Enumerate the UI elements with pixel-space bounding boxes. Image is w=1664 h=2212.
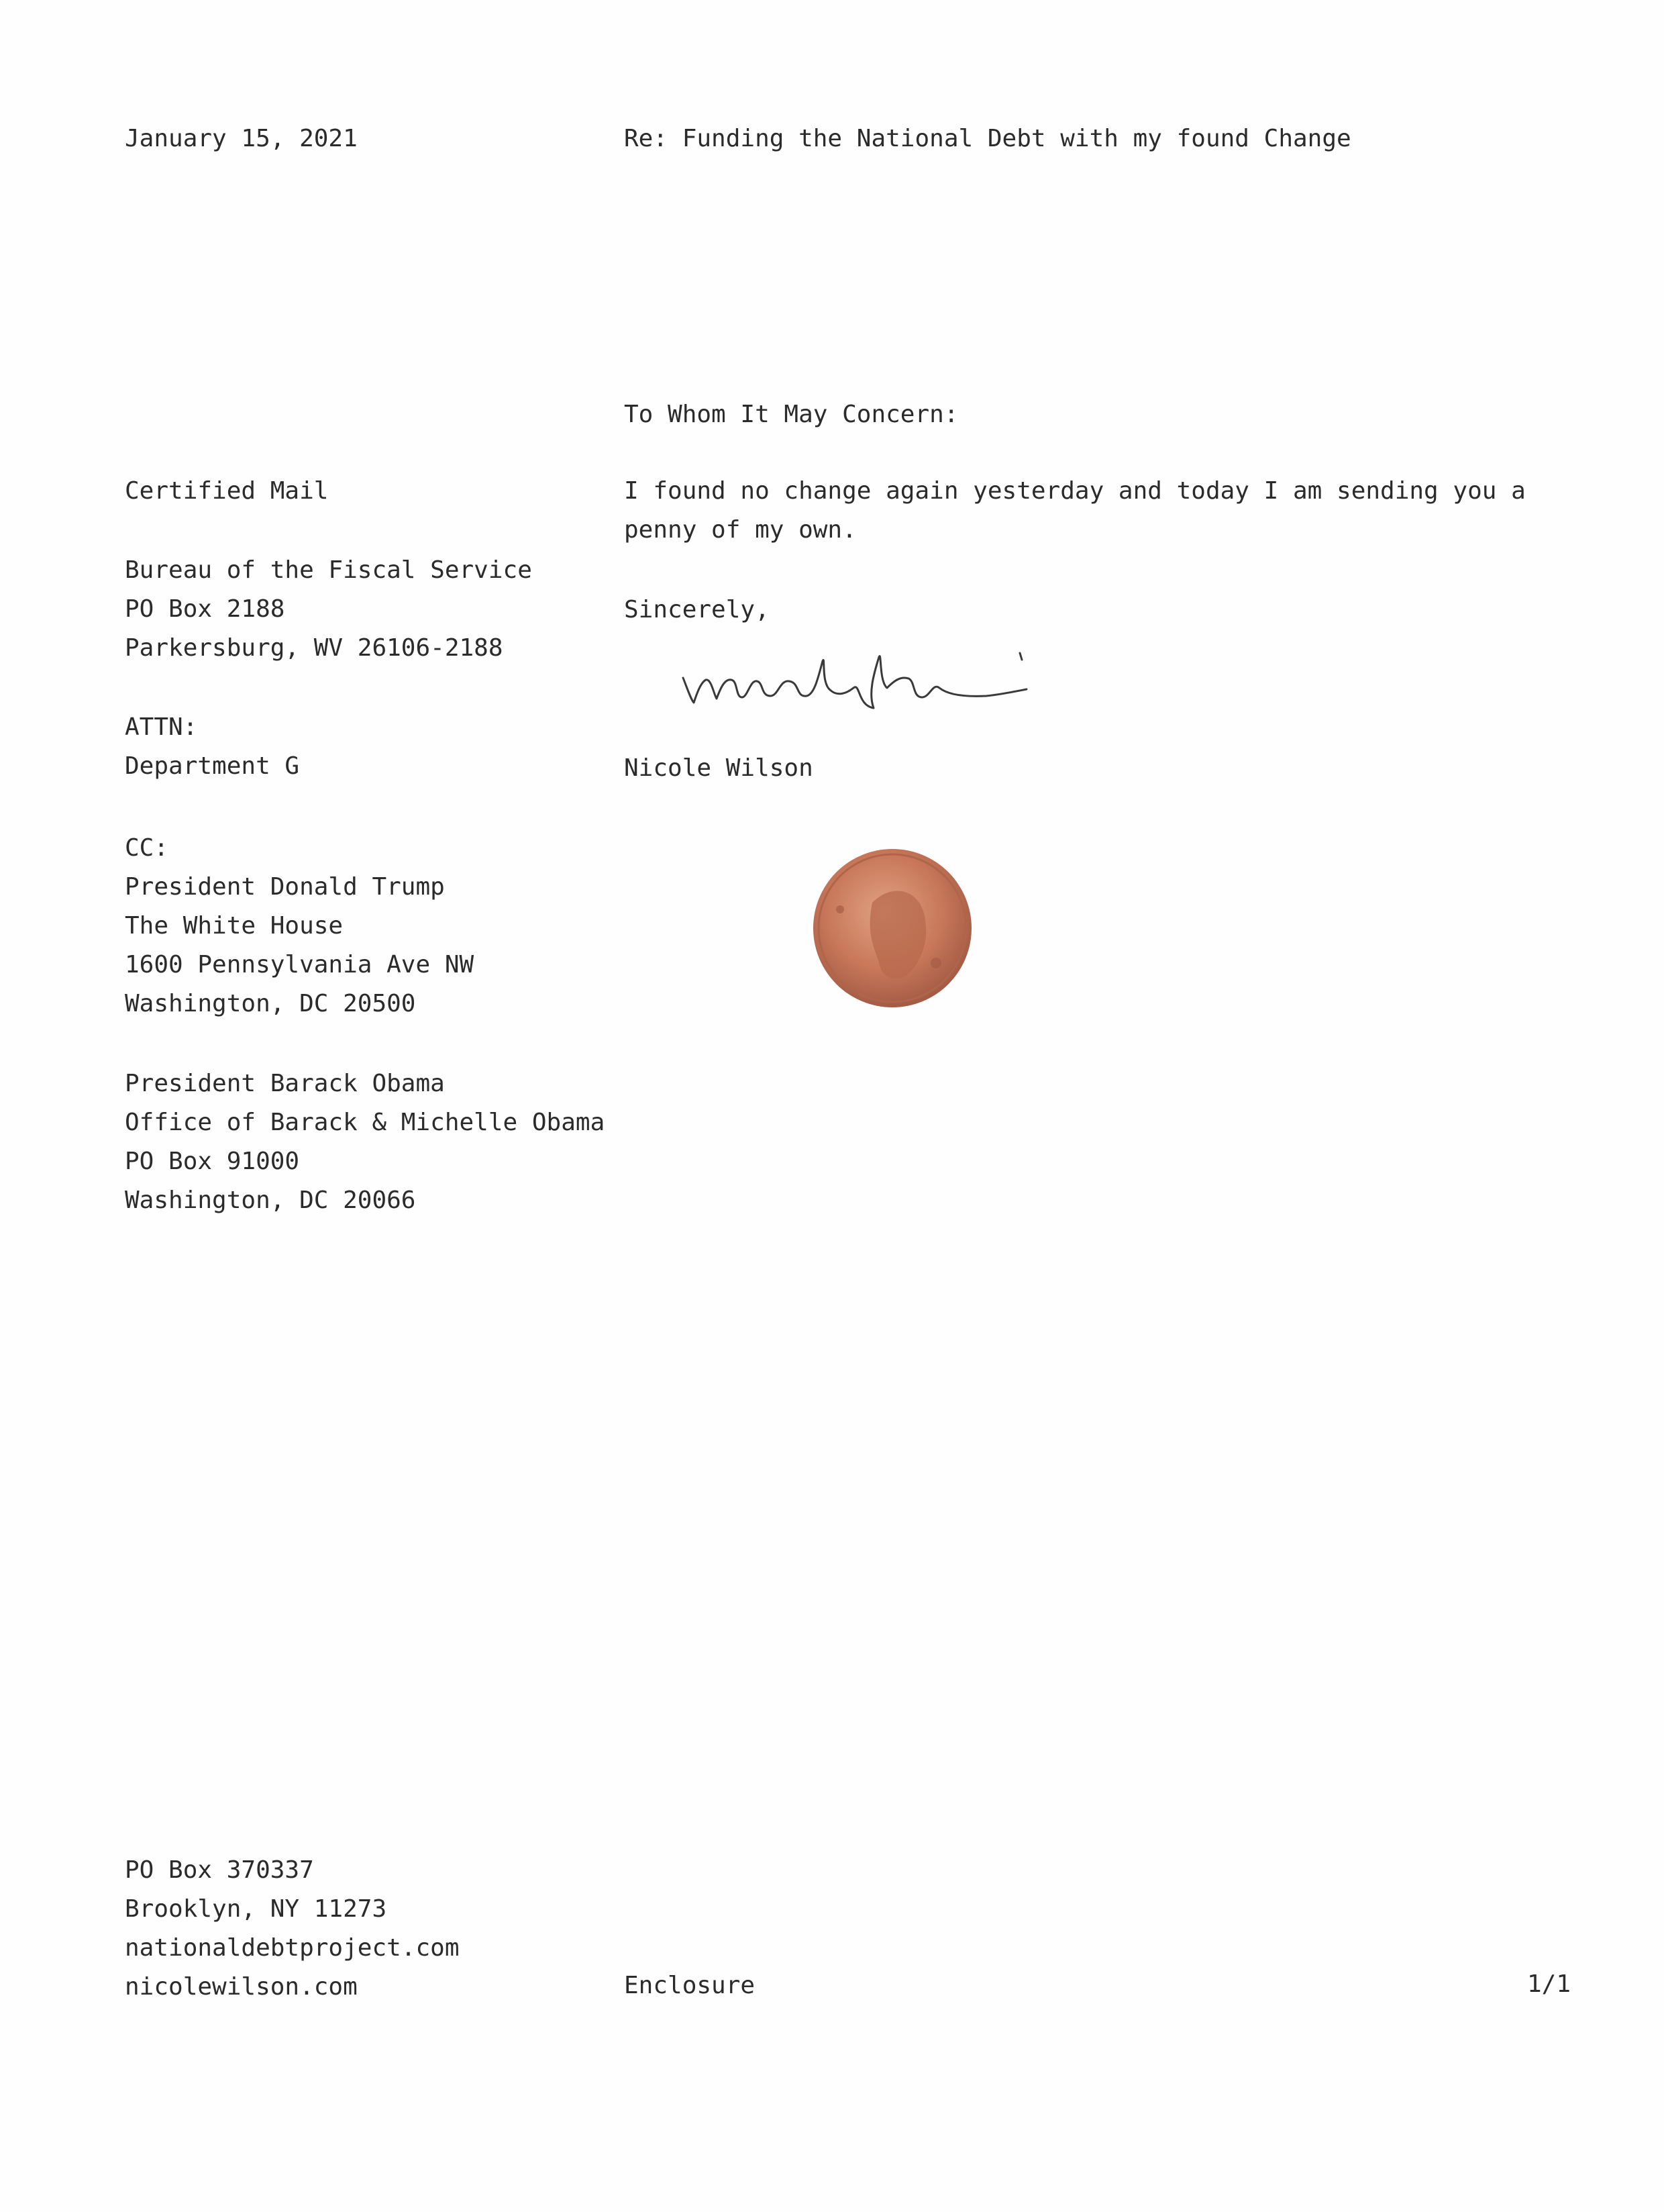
address-line: Parkersburg, WV 26106-2188: [125, 634, 503, 662]
address-line: PO Box 2188: [125, 595, 285, 623]
signature-drawing: [678, 641, 1080, 728]
cc-second-recipient: [125, 1064, 605, 1220]
letter-date: January 15, 2021: [125, 125, 358, 152]
address-line: PO Box 370337: [125, 1856, 314, 1884]
sender-address: [125, 1851, 460, 2007]
salutation: To Whom It May Concern:: [624, 401, 959, 428]
attn-value: Department G: [125, 752, 300, 780]
penny-icon: [792, 836, 993, 1023]
address-line: Bureau of the Fiscal Service: [125, 556, 532, 584]
cc-label: CC:: [125, 834, 169, 862]
signer-name: Nicole Wilson: [624, 754, 813, 782]
address-line: Office of Barack & Michelle Obama: [125, 1109, 605, 1136]
closing: Sincerely,: [624, 596, 770, 623]
body-line: I found no change again yesterday and today I am sending you a: [624, 477, 1526, 505]
address-line: Washington, DC 20066: [125, 1187, 416, 1214]
page-number: 1/1: [1527, 1970, 1571, 1998]
address-line: 1600 Pennsylvania Ave NW: [125, 951, 474, 978]
address-line: President Barack Obama: [125, 1070, 445, 1097]
letter-body: [624, 472, 1526, 550]
body-line: penny of my own.: [624, 516, 857, 544]
mail-type: Certified Mail: [125, 477, 329, 505]
cc-block: [125, 829, 474, 1023]
address-line: The White House: [125, 912, 344, 940]
address-line: PO Box 91000: [125, 1148, 300, 1175]
address-line: Brooklyn, NY 11273: [125, 1895, 387, 1923]
handwritten-signature: [678, 641, 1080, 728]
address-line: President Donald Trump: [125, 873, 445, 901]
website-link: nationaldebtproject.com: [125, 1934, 460, 1962]
website-link: nicolewilson.com: [125, 1973, 358, 2001]
attn-label: ATTN:: [125, 713, 198, 741]
recipient-address: [125, 551, 532, 668]
letter-subject: Re: Funding the National Debt with my found Change: [624, 125, 1351, 152]
address-line: Washington, DC 20500: [125, 990, 416, 1017]
enclosure-label: Enclosure: [624, 1972, 756, 1999]
penny-coin-image: [792, 836, 993, 1023]
attn-block: [125, 708, 299, 786]
